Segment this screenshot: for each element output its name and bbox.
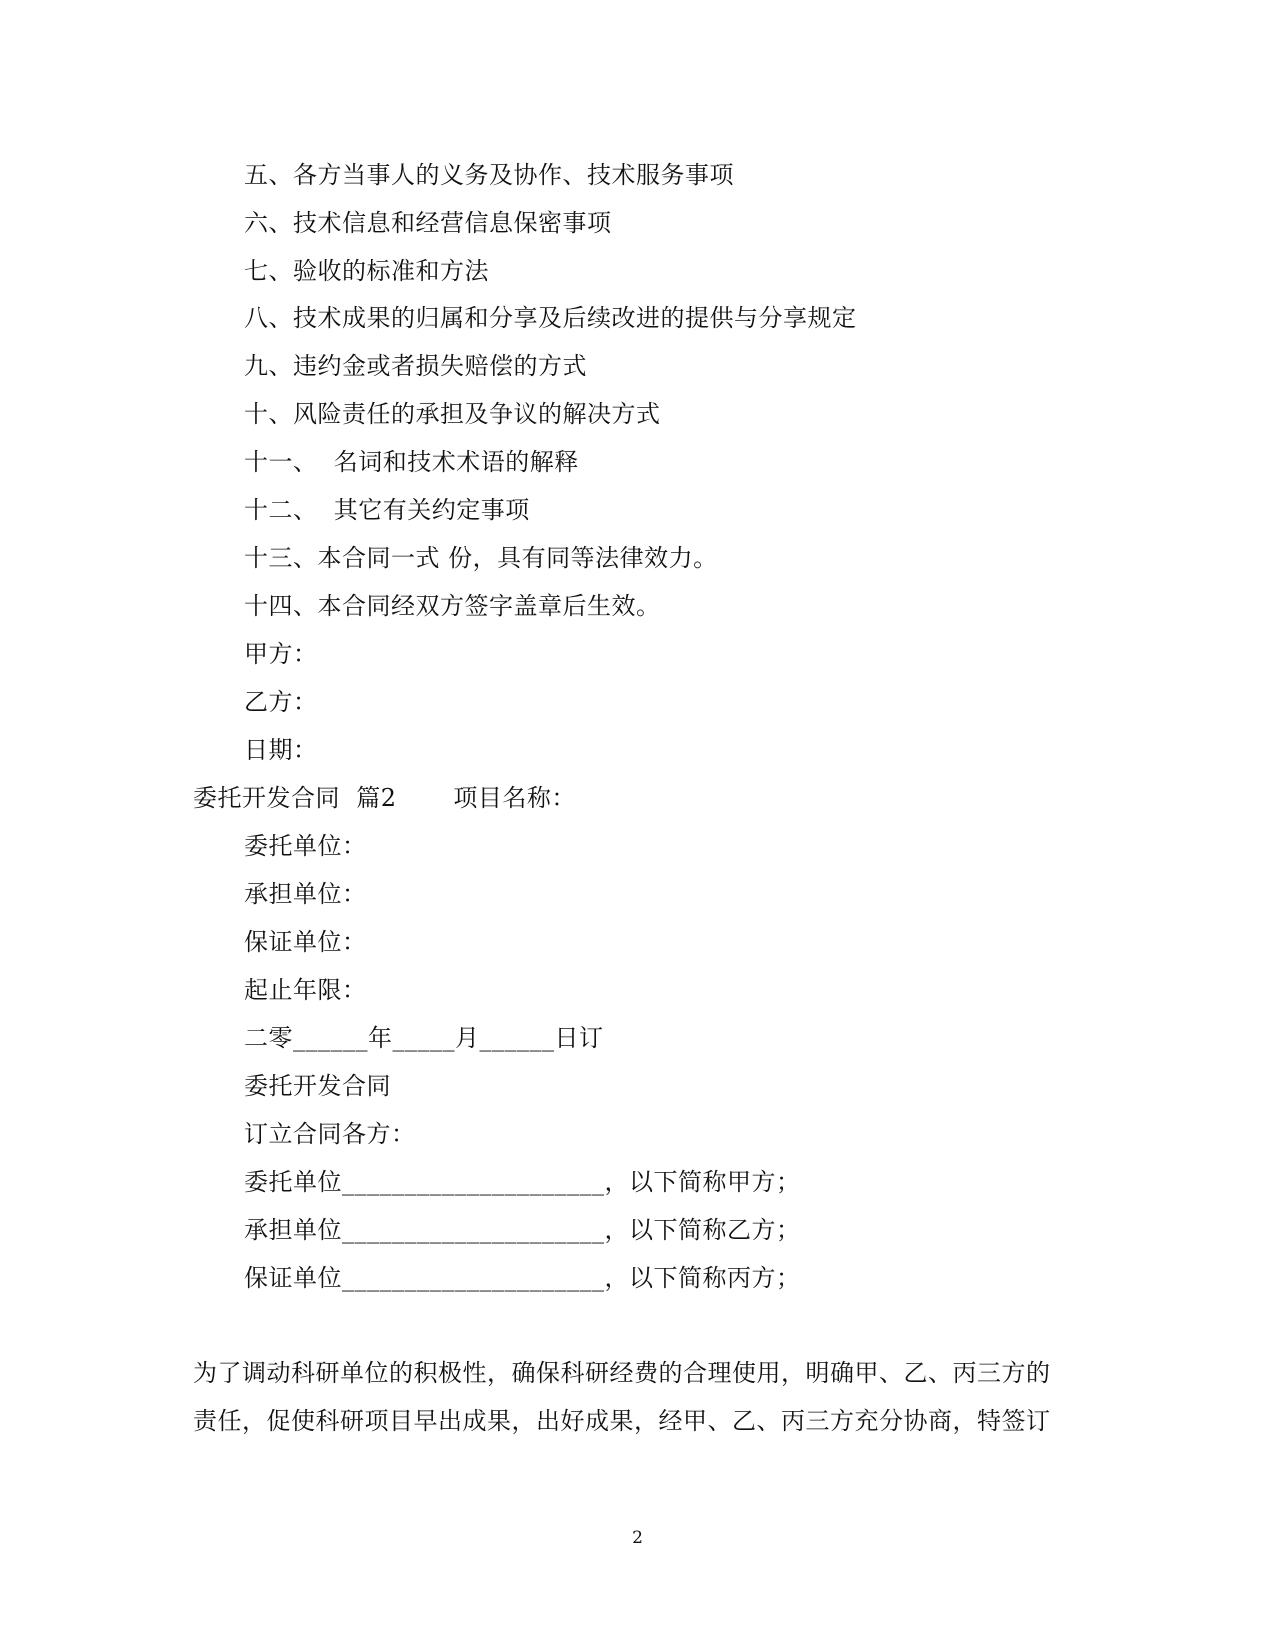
preamble-line-1: 为了调动科研单位的积极性，确保科研经费的合理使用，明确甲、乙、丙三方的 bbox=[193, 1359, 1051, 1387]
clause-7: 七、验收的标准和方法 bbox=[244, 257, 489, 285]
clause-9: 九、违约金或者损失赔偿的方式 bbox=[244, 352, 587, 380]
undertaking-unit: 承担单位： bbox=[244, 880, 367, 908]
preamble-line-2: 责任，促使科研项目早出成果，出好成果，经甲、乙、丙三方充分协商，特签订 bbox=[193, 1407, 1051, 1435]
clause-8: 八、技术成果的归属和分享及后续改进的提供与分享规定 bbox=[244, 304, 857, 332]
term-period: 起止年限： bbox=[244, 976, 367, 1004]
clause-14: 十四、本合同经双方签字盖章后生效。 bbox=[244, 592, 661, 620]
clause-6: 六、技术信息和经营信息保密事项 bbox=[244, 209, 612, 237]
party-a-line: 委托单位_____________________，以下简称甲方； bbox=[244, 1168, 801, 1196]
clause-11: 十一、 名词和技术术语的解释 bbox=[244, 448, 579, 476]
clause-13: 十三、本合同一式 份，具有同等法律效力。 bbox=[244, 544, 718, 572]
party-c-line: 保证单位_____________________，以下简称丙方； bbox=[244, 1264, 801, 1292]
clause-10: 十、风险责任的承担及争议的解决方式 bbox=[244, 400, 661, 428]
guarantee-unit: 保证单位： bbox=[244, 928, 367, 956]
signature-date: 日期： bbox=[244, 736, 318, 764]
party-a-signature: 甲方： bbox=[244, 640, 318, 668]
page-number: 2 bbox=[632, 1528, 643, 1548]
section-heading: 委托开发合同 篇2 项目名称： bbox=[193, 784, 576, 812]
entrusting-unit: 委托单位： bbox=[244, 832, 367, 860]
contracting-parties-label: 订立合同各方： bbox=[244, 1120, 416, 1148]
clause-12: 十二、 其它有关约定事项 bbox=[244, 496, 530, 524]
signing-date-line: 二零______年_____月______日订 bbox=[244, 1024, 604, 1052]
clause-5: 五、各方当事人的义务及协作、技术服务事项 bbox=[244, 161, 734, 189]
party-b-line: 承担单位_____________________，以下简称乙方； bbox=[244, 1216, 801, 1244]
party-b-signature: 乙方： bbox=[244, 688, 318, 716]
contract-title: 委托开发合同 bbox=[244, 1072, 391, 1100]
